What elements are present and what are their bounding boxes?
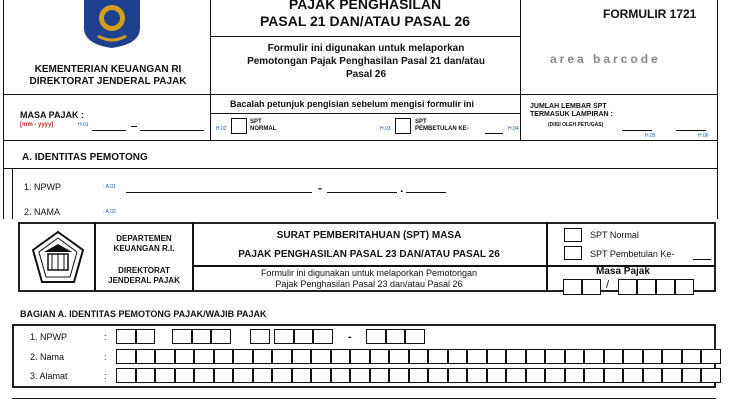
form2-spt-normal-checkbox[interactable]: [564, 228, 582, 242]
nama-cell[interactable]: [292, 349, 312, 364]
nama-cell[interactable]: [155, 349, 175, 364]
alamat-cell[interactable]: [467, 368, 487, 383]
nama-cell[interactable]: [604, 349, 624, 364]
nama-cell[interactable]: [194, 349, 214, 364]
form1-nama-input[interactable]: [126, 205, 706, 219]
dept-line-1: DEPARTEMEN: [116, 234, 172, 243]
form2-npwp-label: 1. NPWP: [30, 332, 68, 342]
form2-section-a-title: BAGIAN A. IDENTITAS PEMOTONG PAJAK/WAJIB PAJAK: [20, 309, 267, 319]
nama-cell[interactable]: [643, 349, 663, 364]
dit-line-2: JENDERAL PAJAK: [108, 276, 180, 285]
masa-pajak-label: MASA PAJAK :: [20, 110, 85, 120]
masa-year-cell[interactable]: [675, 279, 694, 295]
nama-cell[interactable]: [545, 349, 565, 364]
masa-month-cell[interactable]: [582, 279, 601, 295]
form2-title-line-1: SURAT PEMBERITAHUAN (SPT) MASA: [276, 230, 462, 241]
alamat-cell[interactable]: [155, 368, 175, 383]
nama-cell[interactable]: [506, 349, 526, 364]
dept-line-2: KEUANGAN R.I.: [113, 244, 175, 253]
alamat-cell[interactable]: [682, 368, 702, 383]
npwp-cell[interactable]: [386, 329, 406, 344]
alamat-cell[interactable]: [214, 368, 234, 383]
alamat-cell[interactable]: [565, 368, 585, 383]
npwp-cell[interactable]: [294, 329, 314, 344]
nama-cell[interactable]: [448, 349, 468, 364]
npwp-cell[interactable]: [116, 329, 136, 344]
npwp-cell[interactable]: [366, 329, 386, 344]
nama-cell[interactable]: [526, 349, 546, 364]
form1-npwp-input[interactable]: [126, 180, 446, 192]
masa-pajak-title: Masa Pajak: [596, 266, 650, 277]
form2-spt-pembetulan-checkbox[interactable]: [564, 246, 582, 260]
alamat-cell[interactable]: [116, 368, 136, 383]
nama-cell[interactable]: [253, 349, 273, 364]
alamat-cell[interactable]: [604, 368, 624, 383]
nama-cell[interactable]: [662, 349, 682, 364]
alamat-cell[interactable]: [701, 368, 721, 383]
form2-description-1: Formulir ini digunakan untuk melaporkan Pemotongan: [260, 268, 478, 278]
nama-cell[interactable]: [175, 349, 195, 364]
djp-logo-icon: [30, 230, 86, 286]
alamat-cell[interactable]: [292, 368, 312, 383]
alamat-cell[interactable]: [389, 368, 409, 383]
alamat-cell[interactable]: [136, 368, 156, 383]
npwp-cell[interactable]: [211, 329, 231, 344]
alamat-cell[interactable]: [370, 368, 390, 383]
nama-cell[interactable]: [701, 349, 721, 364]
nama-cell[interactable]: [682, 349, 702, 364]
alamat-cell[interactable]: [233, 368, 253, 383]
org-line-2: DIREKTORAT JENDERAL PAJAK: [29, 76, 187, 87]
nama-cell[interactable]: [272, 349, 292, 364]
form2-nama-label: 2. Nama: [30, 352, 65, 362]
alamat-cell[interactable]: [194, 368, 214, 383]
nama-cell[interactable]: [116, 349, 136, 364]
form1-title-line-1: PAJAK PENGHASILAN: [288, 0, 442, 12]
alamat-cell[interactable]: [545, 368, 565, 383]
alamat-cell[interactable]: [311, 368, 331, 383]
form1-nama-label: 2. NAMA: [24, 207, 61, 217]
org-line-1: KEMENTERIAN KEUANGAN RI: [34, 64, 182, 75]
masa-year-cell[interactable]: [618, 279, 637, 295]
masa-pajak-input[interactable]: [92, 118, 204, 130]
nama-cell[interactable]: [350, 349, 370, 364]
alamat-cell[interactable]: [623, 368, 643, 383]
alamat-cell[interactable]: [350, 368, 370, 383]
nama-cell[interactable]: [487, 349, 507, 364]
form1-section-a-title: A. IDENTITAS PEMOTONG: [22, 152, 148, 163]
form2-spt-normal-label: SPT Normal: [590, 230, 639, 240]
nama-cell[interactable]: [584, 349, 604, 364]
npwp-cell[interactable]: [313, 329, 333, 344]
alamat-cell[interactable]: [487, 368, 507, 383]
nama-cell[interactable]: [311, 349, 331, 364]
alamat-cell[interactable]: [526, 368, 546, 383]
npwp-cell[interactable]: [405, 329, 425, 344]
form1-title-line-2: PASAL 21 DAN/ATAU PASAL 26: [259, 13, 471, 29]
nama-cell[interactable]: [623, 349, 643, 364]
form-code: FORMULIR 1721: [603, 7, 697, 21]
alamat-cell[interactable]: [662, 368, 682, 383]
spt-pembetulan-checkbox[interactable]: [395, 118, 411, 134]
masa-pajak-format: [mm - yyyy]: [20, 122, 54, 128]
alamat-cell[interactable]: [448, 368, 468, 383]
nama-cell[interactable]: [467, 349, 487, 364]
alamat-cell[interactable]: [272, 368, 292, 383]
npwp-cell[interactable]: [250, 329, 270, 344]
nama-cell[interactable]: [565, 349, 585, 364]
nama-cell[interactable]: [331, 349, 351, 364]
masa-month-cell[interactable]: [563, 279, 582, 295]
nama-cell[interactable]: [214, 349, 234, 364]
kemenkeu-logo-icon: [80, 0, 144, 48]
npwp-cell[interactable]: [274, 329, 294, 344]
npwp-cell[interactable]: [172, 329, 192, 344]
instruction-text: Bacalah petunjuk pengisian sebelum mengisi formulir ini: [230, 99, 475, 109]
alamat-cell[interactable]: [428, 368, 448, 383]
nama-cell[interactable]: [428, 349, 448, 364]
form2-alamat-label: 3. Alamat: [30, 371, 68, 381]
masa-year-cell[interactable]: [656, 279, 675, 295]
spt-normal-checkbox[interactable]: [231, 118, 247, 134]
alamat-cell[interactable]: [506, 368, 526, 383]
form1-npwp-label: 1. NPWP: [24, 182, 62, 192]
alamat-cell[interactable]: [584, 368, 604, 383]
form1-description: Formulir ini digunakan untuk melaporkan Pemotongan Pajak Penghasilan Pasal 21 dan/atau Pasal 26: [247, 43, 485, 80]
form2-title-line-2: PAJAK PENGHASILAN PASAL 23 DAN/ATAU PASAL 26: [238, 249, 500, 260]
dit-line-1: DIREKTORAT: [118, 266, 170, 275]
masa-year-cell[interactable]: [637, 279, 656, 295]
form2-description-2: Pajak Penghasilan Pasal 23 dan/atau Pasal 26: [275, 279, 463, 289]
alamat-cell[interactable]: [409, 368, 429, 383]
nama-cell[interactable]: [389, 349, 409, 364]
alamat-cell[interactable]: [643, 368, 663, 383]
alamat-cell[interactable]: [253, 368, 273, 383]
nama-cell[interactable]: [409, 349, 429, 364]
form2-spt-pembetulan-label: SPT Pembetulan Ke-: [590, 249, 675, 259]
npwp-cell[interactable]: [136, 329, 156, 344]
npwp-cell[interactable]: [192, 329, 212, 344]
nama-cell[interactable]: [136, 349, 156, 364]
barcode-area: area barcode: [550, 52, 661, 66]
nama-cell[interactable]: [233, 349, 253, 364]
nama-cell[interactable]: [370, 349, 390, 364]
npwp-separator-dash: -: [348, 331, 352, 343]
alamat-cell[interactable]: [331, 368, 351, 383]
alamat-cell[interactable]: [175, 368, 195, 383]
